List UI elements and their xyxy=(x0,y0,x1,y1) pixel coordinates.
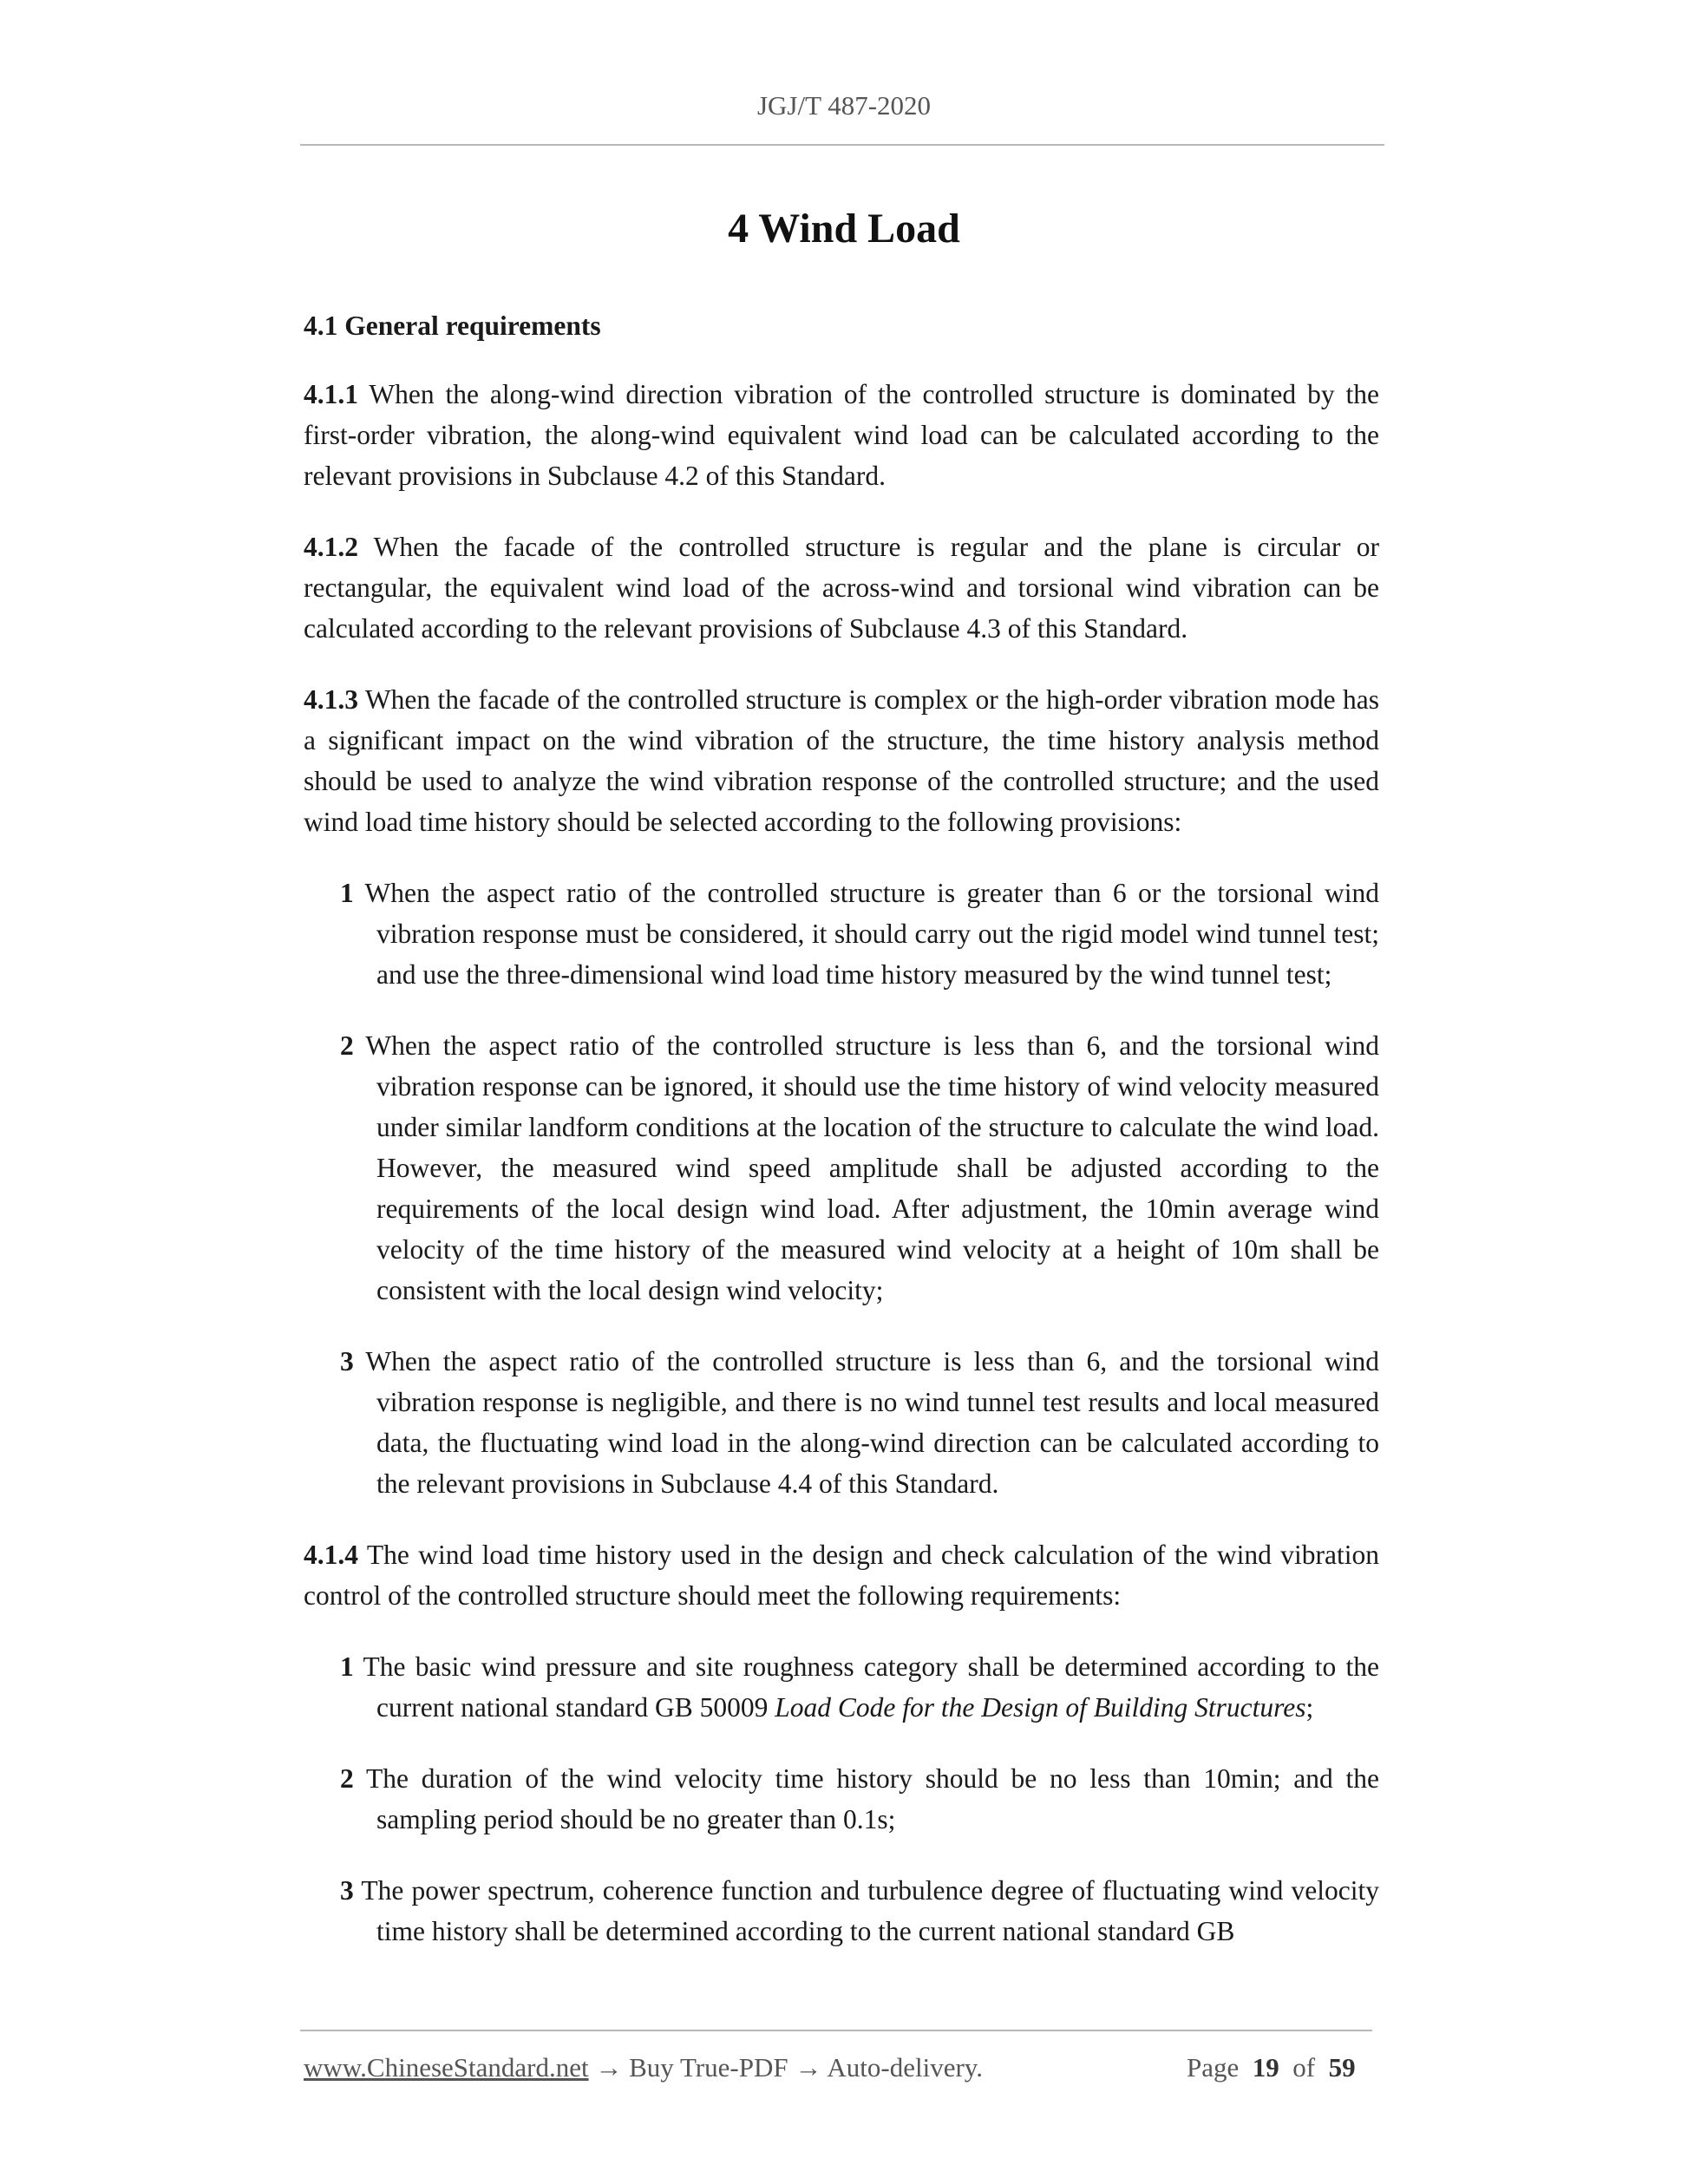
list-item xyxy=(340,1646,1379,1728)
standard-name: Load Code for the Design of Building Structures xyxy=(775,1692,1306,1723)
item-number: 3 xyxy=(340,1875,354,1906)
buy-text: Buy True-PDF xyxy=(629,2052,788,2083)
item-text: When the aspect ratio of the controlled structure is less than 6, and the torsional wind vibration response can be ignored, it should use the time history of wind velocity measured under similar landform conditions at the location of the structure to calculate the wind load. However, the measured wind speed amplitude shall be adjusted according to the requirements of the local design wind load. After adjustment, the 10min average wind velocity of the time history of the measured wind velocity at a height of 10m shall be consistent with the local design wind velocity; xyxy=(365,1030,1379,1305)
clause-4-1-1 xyxy=(304,374,1379,496)
clause-number: 4.1.3 xyxy=(304,684,358,715)
item-text-end: ; xyxy=(1305,1692,1314,1723)
clause-number: 4.1.4 xyxy=(304,1540,358,1570)
item-text: The basic wind pressure and site roughness category shall be determined according to the current national standard GB 50009 xyxy=(363,1651,1379,1723)
item-text: When the aspect ratio of the controlled structure is greater than 6 or the torsional wind vibration response must be considered, it should carry out the rigid model wind tunnel test; and use the three-dimensional wind load time history measured by the wind tunnel test; xyxy=(364,878,1379,990)
page-indicator xyxy=(1187,2052,1356,2083)
item-text: The power spectrum, coherence function and turbulence degree of fluctuating wind velocity time history shall be determined according to the current national standard GB xyxy=(361,1875,1380,1946)
chapter-title: 4 Wind Load xyxy=(728,206,960,252)
clause-4-1-2 xyxy=(304,526,1379,649)
list-item xyxy=(340,1341,1379,1504)
page-label: Page xyxy=(1187,2052,1240,2083)
item-number: 1 xyxy=(340,1651,354,1682)
footer-promo xyxy=(304,2052,983,2083)
clause-text: When the along-wind direction vibration of the controlled structure is dominated by the first-order vibration, the along-wind equivalent wind load can be calculated according to the relevant provisions in Subclause 4.2 of this Standard. xyxy=(304,379,1379,491)
clause-4-1-3 xyxy=(304,679,1379,842)
item-number: 1 xyxy=(340,878,354,908)
arrow-right-icon: → xyxy=(795,2052,822,2083)
clause-4-1-4 xyxy=(304,1534,1379,1616)
footer-divider xyxy=(300,2030,1372,2031)
clause-text: The wind load time history used in the design and check calculation of the wind vibration control of the controlled structure should meet the following requirements: xyxy=(304,1540,1379,1611)
list-item xyxy=(340,1025,1379,1311)
list-item xyxy=(340,873,1379,995)
item-number: 3 xyxy=(340,1346,354,1376)
clause-text: When the facade of the controlled structure is complex or the high-order vibration mode has a significant impact on the wind vibration of the structure, the time history analysis method should be used to analyze the wind vibration response of the controlled structure; and the used wind load time history should be selected according to the following provisions: xyxy=(304,684,1380,837)
header-standard-code: JGJ/T 487-2020 xyxy=(756,90,932,121)
list-item xyxy=(340,1758,1379,1840)
page-number: 19 xyxy=(1252,2052,1279,2083)
item-text: When the aspect ratio of the controlled structure is less than 6, and the torsional wind vibration response is negligible, and there is no wind tunnel test results and local measured data, the fluctuating wind load in the along-wind direction can be calculated according to the relevant provisions in Subclause 4.4 of this Standard. xyxy=(365,1346,1379,1499)
of-label: of xyxy=(1292,2052,1316,2083)
section-title: 4.1 General requirements xyxy=(304,311,601,341)
clause-number: 4.1.1 xyxy=(304,379,358,409)
item-number: 2 xyxy=(340,1763,354,1794)
arrow-right-icon: → xyxy=(595,2052,623,2083)
clause-number: 4.1.2 xyxy=(304,532,358,562)
clause-text: When the facade of the controlled structure is regular and the plane is circular or rectangular, the equivalent wind load of the across-wind and torsional wind vibration can be calculated according to the relevant provisions of Subclause 4.3 of this Standard. xyxy=(304,532,1379,644)
page-total: 59 xyxy=(1328,2052,1356,2083)
header-divider xyxy=(300,144,1384,146)
site-link[interactable]: www.ChineseStandard.net xyxy=(304,2052,589,2083)
list-item xyxy=(340,1870,1379,1952)
page-body xyxy=(304,305,1379,1982)
delivery-text: Auto-delivery. xyxy=(827,2052,984,2083)
item-number: 2 xyxy=(340,1030,354,1061)
item-text: The duration of the wind velocity time history should be no less than 10min; and the sampling period should be no greater than 0.1s; xyxy=(365,1763,1379,1834)
